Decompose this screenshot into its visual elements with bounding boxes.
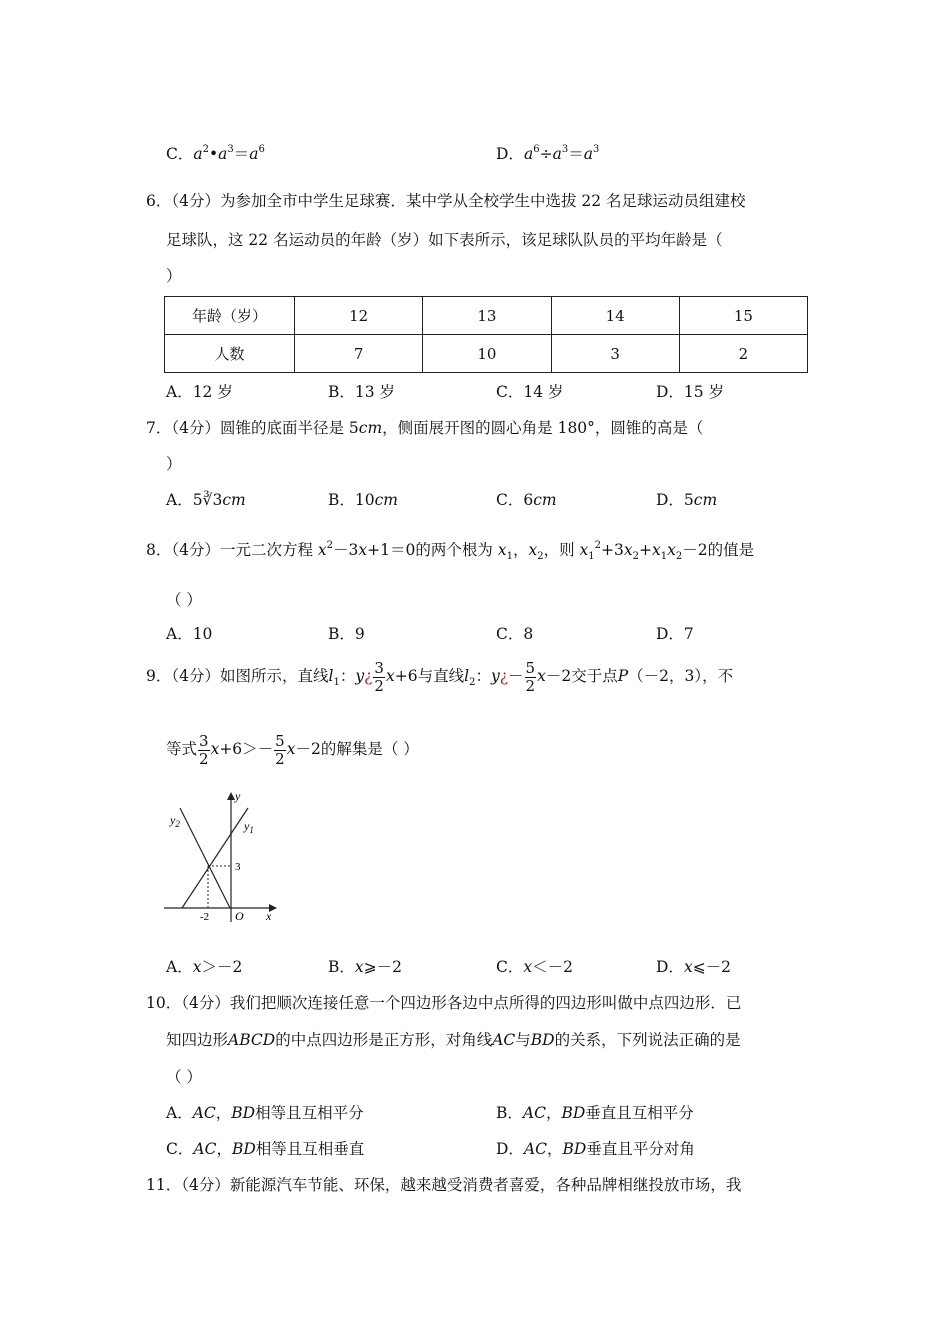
- q6-stem-line2: 足球队，这 22 名运动员的年龄（岁）如下表所示，该足球队队员的平均年龄是（: [166, 231, 723, 249]
- q7-option-c: C．6cm: [496, 491, 557, 509]
- tick-x-label: -2: [200, 911, 210, 923]
- q9-option-b: B．x⩾－2: [328, 958, 402, 976]
- q7-stem-line2: ）: [166, 455, 182, 473]
- line-y2: [180, 808, 230, 908]
- y-axis-label: y: [235, 789, 241, 803]
- q6-stem-line3: ）: [166, 267, 182, 285]
- x-axis-label: x: [266, 909, 272, 923]
- tick-y-label: 3: [235, 861, 241, 873]
- line-y1: [182, 808, 248, 908]
- table-cell: 2: [679, 335, 807, 373]
- q11-stem-line1: 11．（4分）新能源汽车节能、环保，越来越受消费者喜爱，各种品牌相继投放市场，我: [146, 1176, 742, 1194]
- y1-label: $y_1$: [244, 819, 254, 835]
- q9-option-d: D．x⩽－2: [656, 958, 732, 976]
- q10-option-a: A．AC，BD相等且互相平分: [166, 1104, 364, 1122]
- y2-label: $y_2$: [170, 813, 180, 829]
- q10-option-b: B．AC，BD垂直且互相平分: [496, 1104, 694, 1122]
- q7-option-d: D．5cm: [656, 491, 718, 509]
- q5-option-d: D．$a^6\div a^3=a^3$: [496, 144, 600, 163]
- q10-stem-line2: 知四边形ABCD的中点四边形是正方形，对角线AC与BD的关系，下列说法正确的是: [166, 1031, 741, 1049]
- table-cell: 3: [551, 335, 679, 373]
- q8-option-a: A．10: [166, 625, 213, 643]
- q6-option-c: C．14 岁: [496, 383, 564, 401]
- q8-option-c: C．8: [496, 625, 534, 643]
- q9-option-c: C．x＜－2: [496, 958, 573, 976]
- table-cell: 7: [295, 335, 423, 373]
- q8-option-b: B．9: [328, 625, 365, 643]
- table-cell: 12: [295, 297, 423, 335]
- table-row: [165, 297, 808, 335]
- q9-stem-line2: 等式 $\frac{3}{2}$ x+6＞－ $\frac{5}{2}$ x－2的解集是（ ）: [166, 732, 419, 768]
- q9-option-a: A．x＞－2: [166, 958, 243, 976]
- origin-label: O: [235, 909, 244, 923]
- q5-option-c: C．$a^2•a^3=a^6$: [166, 144, 265, 163]
- table-cell: 13: [423, 297, 551, 335]
- q8-stem-line1: 8．（4分）一元二次方程 $x^2-3x+1=0$的两个根为 $x_1$，$x_2$，则 $x_1^2+3x_2+x_1x_2-2$的值是: [146, 540, 755, 562]
- age-table: [164, 296, 808, 373]
- table-row: [165, 335, 808, 373]
- q8-option-d: D．7: [656, 625, 694, 643]
- y-axis-arrow-icon: [227, 792, 235, 800]
- q9-stem-line1: 9．（4分）如图所示，直线$l_1$：y¿ $\frac{3}{2}$ x+6与直线$l_2$：y¿－ $\frac{5}{2}$ x－2交于点P（－2，3），不: [146, 659, 734, 695]
- q7-option-b: B．10cm: [328, 491, 399, 509]
- table-header-cell: 年龄（岁）: [165, 297, 295, 335]
- q6-option-b: B．13 岁: [328, 383, 396, 401]
- q10-option-c: C．AC，BD相等且互相垂直: [166, 1140, 365, 1158]
- q6-option-a: A．12 岁: [166, 383, 233, 401]
- table-header-cell: 人数: [165, 335, 295, 373]
- q10-stem-line1: 10．（4分）我们把顺次连接任意一个四边形各边中点所得的四边形叫做中点四边形．已: [146, 994, 742, 1012]
- table-cell: 14: [551, 297, 679, 335]
- q7-option-a: A．5∛3cm: [166, 491, 246, 509]
- q10-option-d: D．AC，BD垂直且平分对角: [496, 1140, 695, 1158]
- table-cell: 15: [679, 297, 807, 335]
- table-cell: 10: [423, 335, 551, 373]
- q8-stem-line2: （ ）: [166, 591, 202, 609]
- q7-stem-line1: 7．（4分）圆锥的底面半径是 5cm，侧面展开图的圆心角是 180°，圆锥的高是（: [146, 419, 704, 437]
- q6-stem-line1: 6．（4分）为参加全市中学生足球赛．某中学从全校学生中选拔 22 名足球运动员组建校: [146, 192, 746, 210]
- q10-stem-line3: （ ）: [166, 1068, 202, 1086]
- q9-graph: [160, 786, 285, 926]
- q6-option-d: D．15 岁: [656, 383, 725, 401]
